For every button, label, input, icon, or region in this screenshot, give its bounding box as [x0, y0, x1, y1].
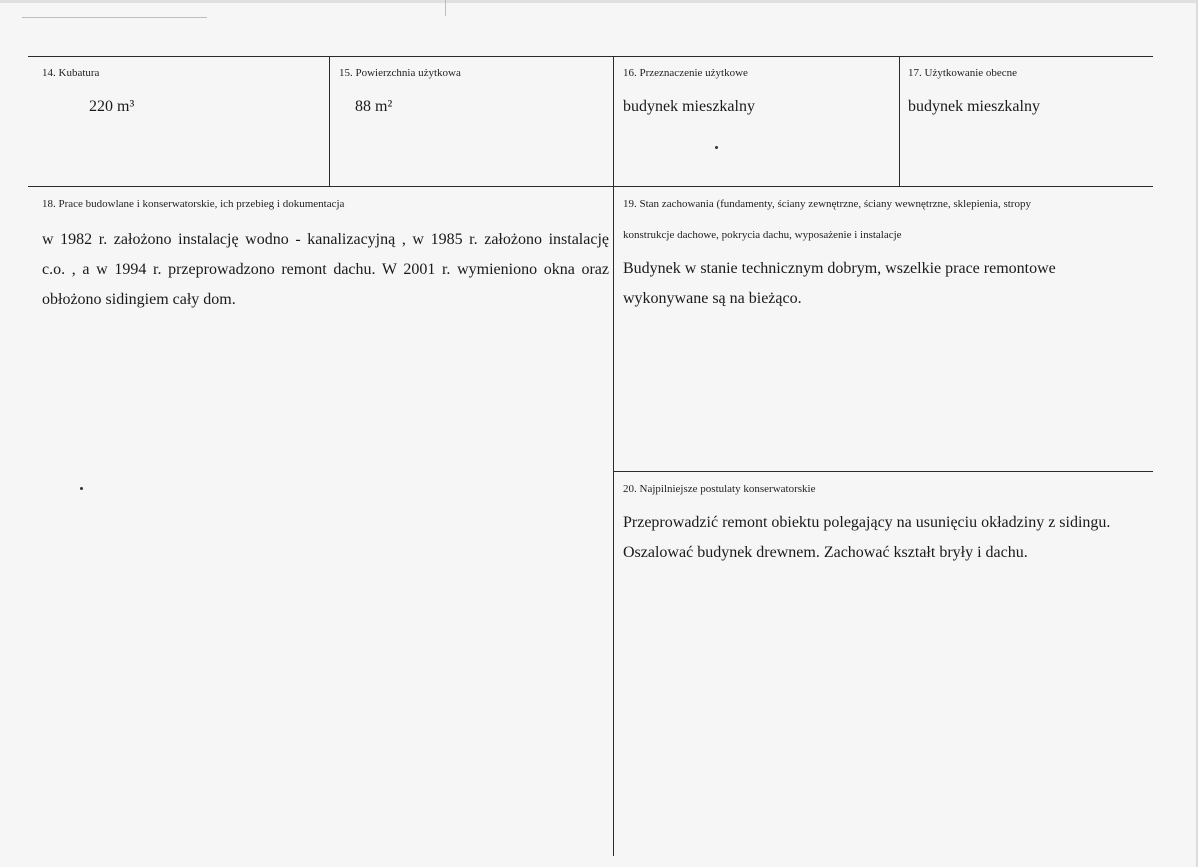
- field-14-label: 14. Kubatura: [42, 67, 100, 79]
- field-14-value: 220 m³: [89, 98, 135, 115]
- top-remnant-divider: [445, 0, 446, 16]
- field-19-label-continued: konstrukcje dachowe, pokrycia dachu, wyposażenie i instalacje: [623, 229, 902, 241]
- field-19-text: [623, 254, 1143, 314]
- field-15-label: 15. Powierzchnia użytkowa: [339, 67, 461, 79]
- table-top-border: [28, 56, 1153, 57]
- field-15-value: 88 m²: [355, 98, 393, 115]
- field-20-label: 20. Najpilniejsze postulaty konserwatorskie: [623, 483, 816, 495]
- field-20-line: Przeprowadzić remont obiektu polegający na usunięciu okładziny z sidingu.: [623, 514, 1111, 531]
- field-20-text: [623, 508, 1148, 568]
- field-18-line: c.o. , a w 1994 r. przeprowadzono remont dachu. W 2001 r. wymieniono okna oraz: [42, 261, 609, 278]
- stray-mark: [715, 146, 718, 149]
- field-17-value: budynek mieszkalny: [908, 98, 1040, 115]
- field-16-value: budynek mieszkalny: [623, 98, 755, 115]
- field-19-line: wykonywane są na bieżąco.: [623, 290, 802, 307]
- field-17-label: 17. Użytkowanie obecne: [908, 67, 1018, 79]
- scan-edge-top: [0, 0, 1198, 3]
- field-20-line: Oszalować budynek drewnem. Zachować kształt bryły i dachu.: [623, 544, 1028, 561]
- row-divider-1: [28, 186, 1153, 187]
- row-divider-2: [614, 471, 1153, 472]
- col-divider-14-15: [329, 56, 330, 186]
- col-divider-main: [613, 56, 614, 856]
- field-18-line: obłożono sidingiem cały dom.: [42, 291, 236, 308]
- field-18-label: 18. Prace budowlane i konserwatorskie, ich przebieg i dokumentacja: [42, 198, 345, 210]
- field-19-label: 19. Stan zachowania (fundamenty, ściany zewnętrzne, ściany wewnętrzne, sklepienia, stropy: [623, 198, 1031, 210]
- field-18-line: w 1982 r. założono instalację wodno - kanalizacyjną , w 1985 r. założono instalację: [42, 231, 609, 248]
- field-18-text: [42, 225, 609, 315]
- top-remnant-line: [22, 17, 207, 18]
- col-divider-16-17: [899, 56, 900, 186]
- field-16-label: 16. Przeznaczenie użytkowe: [623, 67, 748, 79]
- stray-mark: [80, 487, 83, 490]
- field-19-line: Budynek w stanie technicznym dobrym, wszelkie prace remontowe: [623, 260, 1056, 277]
